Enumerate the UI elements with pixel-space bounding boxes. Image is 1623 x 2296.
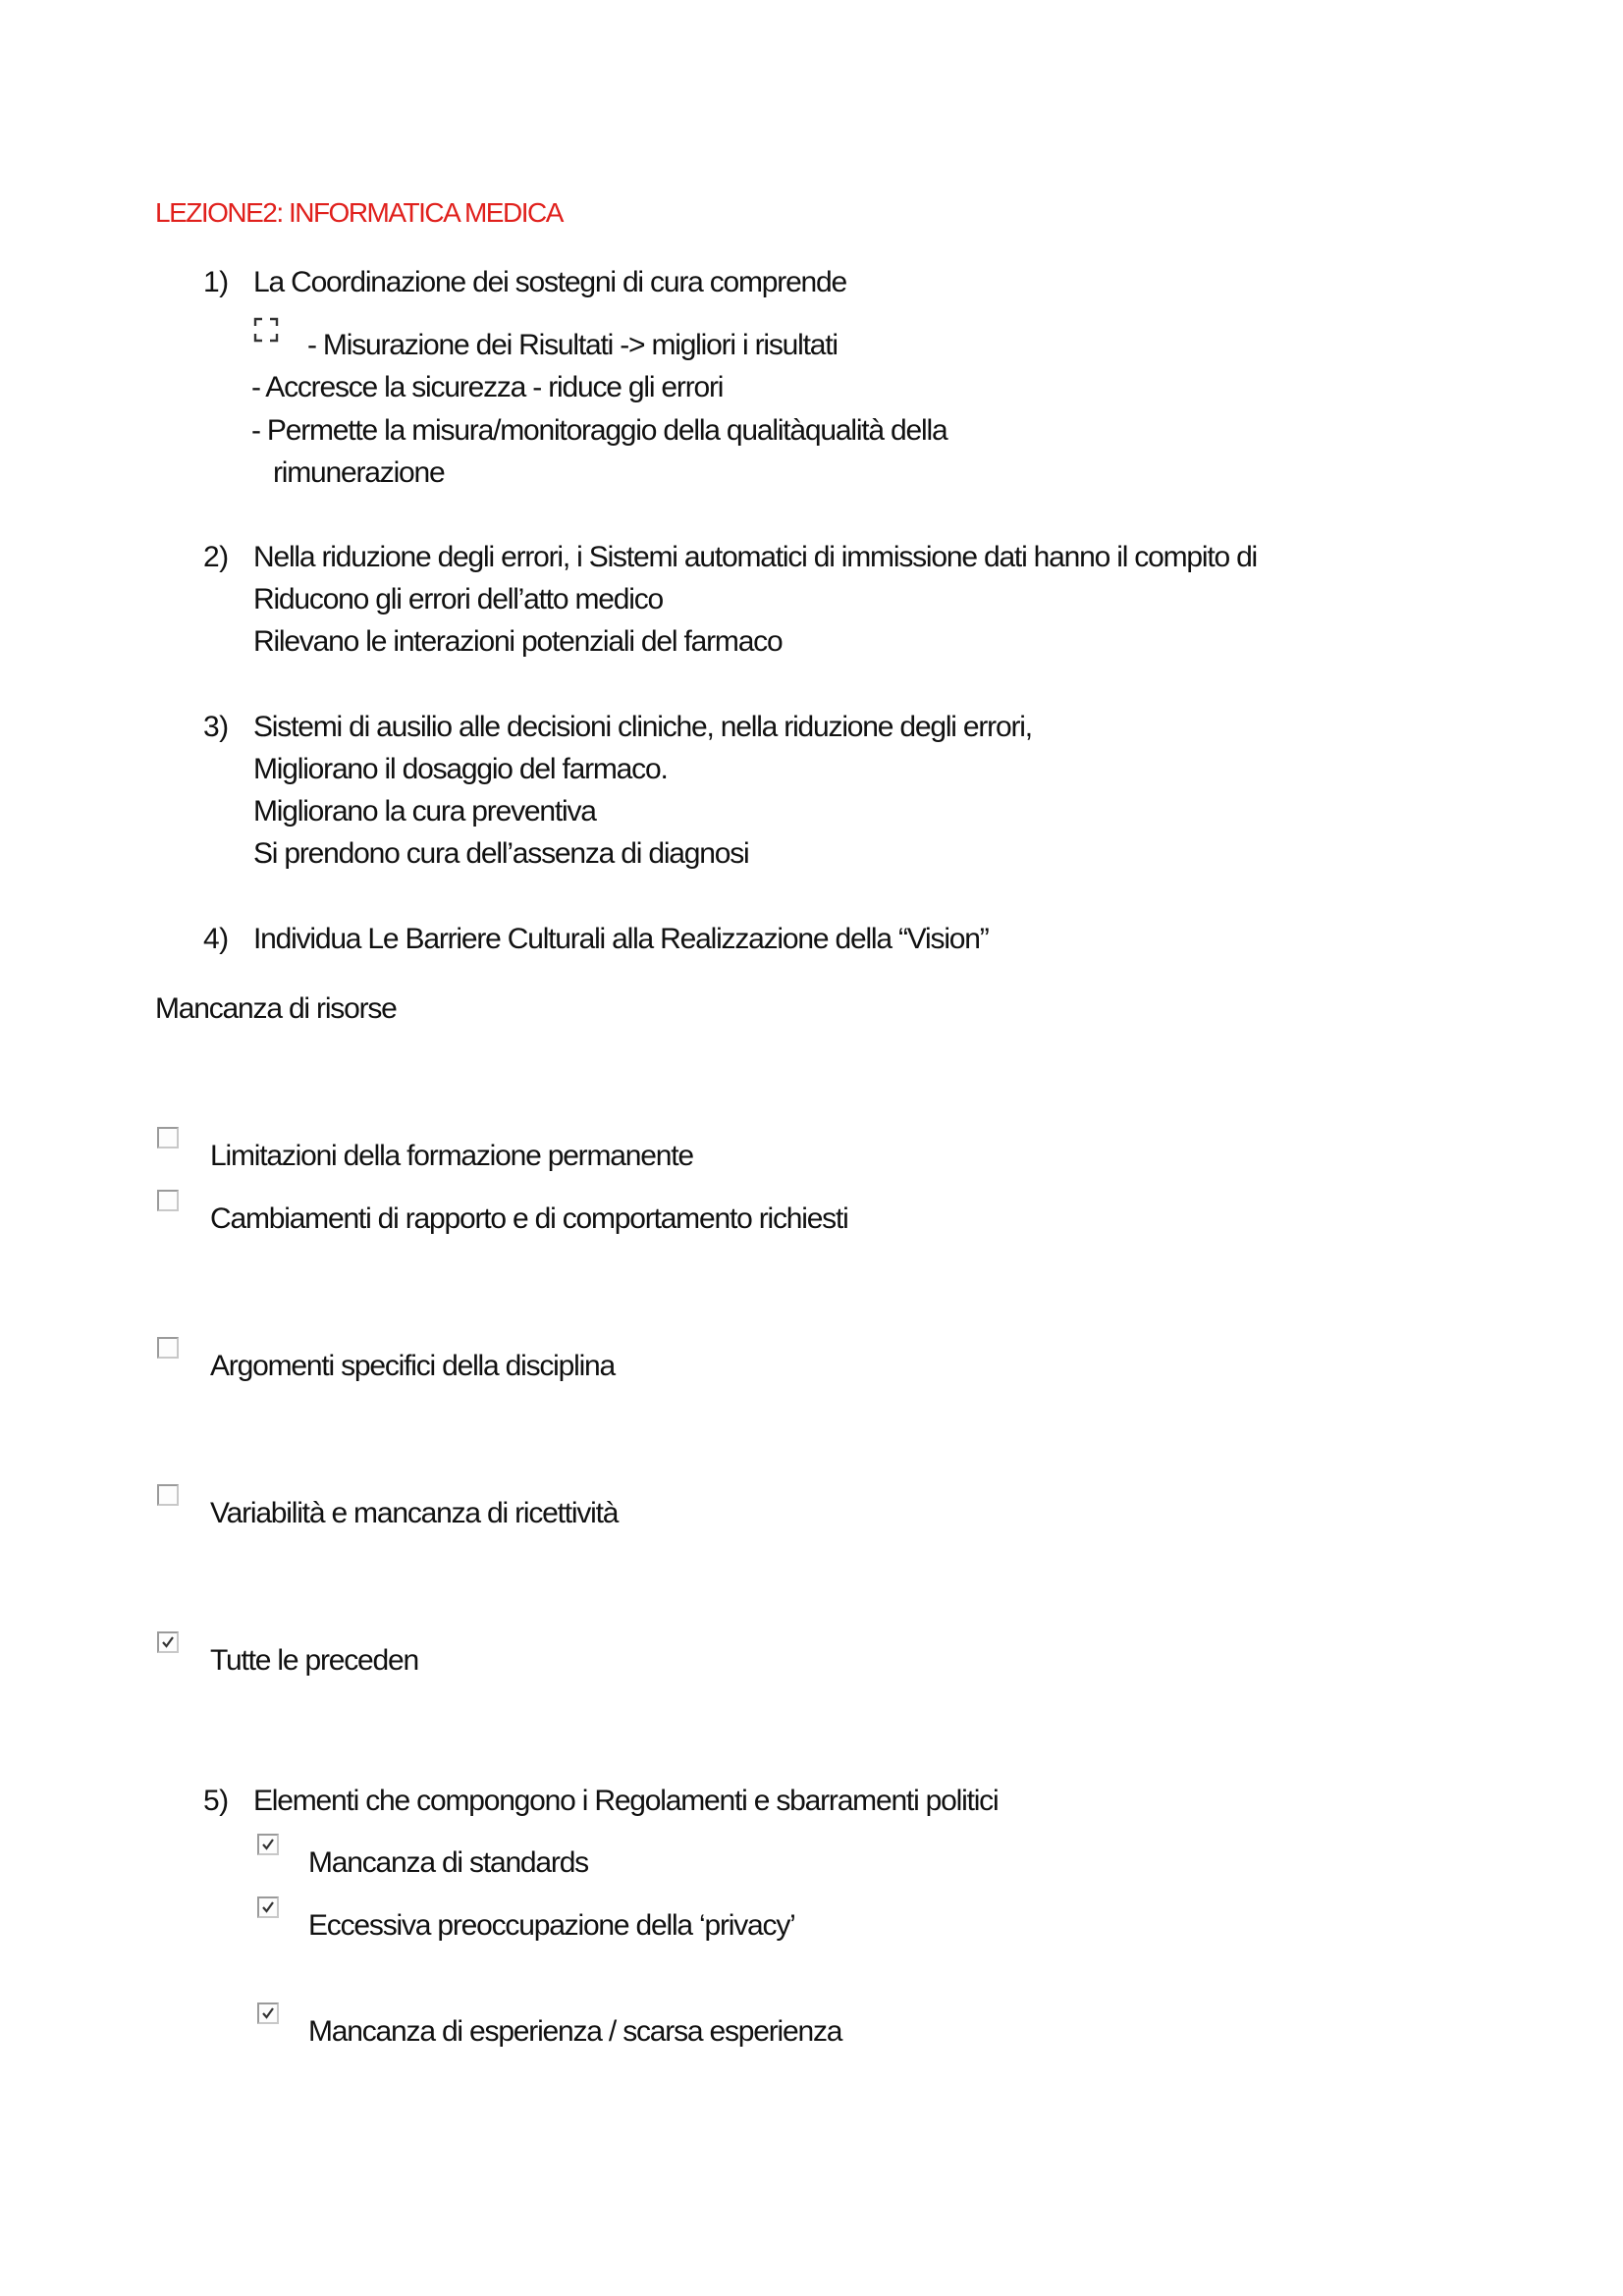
question-number-3: 3): [203, 711, 229, 743]
option-checkbox-3[interactable]: [157, 1337, 179, 1359]
question-1-answer-1: - Misurazione dei Risultati -> migliori i risultati: [307, 329, 838, 361]
question-4-option-4: Variabilità e mancanza di ricettività: [210, 1497, 619, 1529]
option-checkbox-7-checked[interactable]: [257, 1896, 279, 1918]
question-1-answer-2: - Accresce la sicurezza - riduce gli errori: [251, 371, 724, 403]
question-4-option-5: Tutte le preceden: [210, 1644, 418, 1677]
checkmark-icon: [260, 1837, 276, 1852]
question-4-text: Individua Le Barriere Culturali alla Realizzazione della “Vision”: [253, 923, 989, 955]
question-number-5: 5): [203, 1785, 229, 1817]
checkmark-icon: [260, 2005, 276, 2021]
question-number-2: 2): [203, 541, 229, 573]
question-5-option-2: Eccessiva preoccupazione della ‘privacy’: [308, 1909, 795, 1942]
option-checkbox-5-checked[interactable]: [157, 1631, 179, 1653]
question-5-option-3: Mancanza di esperienza / scarsa esperienza: [308, 2015, 842, 2048]
question-2-answer-1: Riducono gli errori dell’atto medico: [253, 583, 664, 615]
question-1-answer-3-cont: rimunerazione: [273, 456, 445, 489]
question-number-4: 4): [203, 923, 229, 955]
question-3-answer-1: Migliorano il dosaggio del farmaco.: [253, 753, 668, 785]
question-4-option-3: Argomenti specifici della disciplina: [210, 1350, 616, 1382]
question-4-option-1: Limitazioni della formazione permanente: [210, 1140, 693, 1172]
option-checkbox-6-checked[interactable]: [257, 1834, 279, 1855]
checkmark-icon: [160, 1634, 176, 1650]
question-3-text: Sistemi di ausilio alle decisioni cliniche, nella riduzione degli errori,: [253, 711, 1032, 743]
question-2-text: Nella riduzione degli errori, i Sistemi automatici di immissione dati hanno il compito di: [253, 541, 1258, 573]
question-4-free-answer: Mancanza di risorse: [155, 992, 397, 1025]
question-3-answer-2: Migliorano la cura preventiva: [253, 795, 596, 828]
question-1-text: La Coordinazione dei sostegni di cura comprende: [253, 266, 847, 298]
option-checkbox-4[interactable]: [157, 1484, 179, 1506]
question-number-1: 1): [203, 266, 229, 298]
question-5-text: Elementi che compongono i Regolamenti e sbarramenti politici: [253, 1785, 999, 1817]
option-checkbox-2[interactable]: [157, 1190, 179, 1211]
option-checkbox-1[interactable]: [157, 1127, 179, 1148]
question-5-option-1: Mancanza di standards: [308, 1846, 588, 1879]
page-title: LEZIONE2: INFORMATICA MEDICA: [155, 197, 563, 228]
question-2-answer-2: Rilevano le interazioni potenziali del farmaco: [253, 625, 783, 658]
question-4-option-2: Cambiamenti di rapporto e di comportamento richiesti: [210, 1202, 848, 1235]
selection-frame-icon: [253, 317, 279, 343]
checkmark-icon: [260, 1899, 276, 1915]
option-checkbox-8-checked[interactable]: [257, 2002, 279, 2024]
question-1-answer-3: - Permette la misura/monitoraggio della qualitàqualità della: [251, 414, 947, 447]
question-3-answer-3: Si prendono cura dell’assenza di diagnosi: [253, 837, 749, 870]
